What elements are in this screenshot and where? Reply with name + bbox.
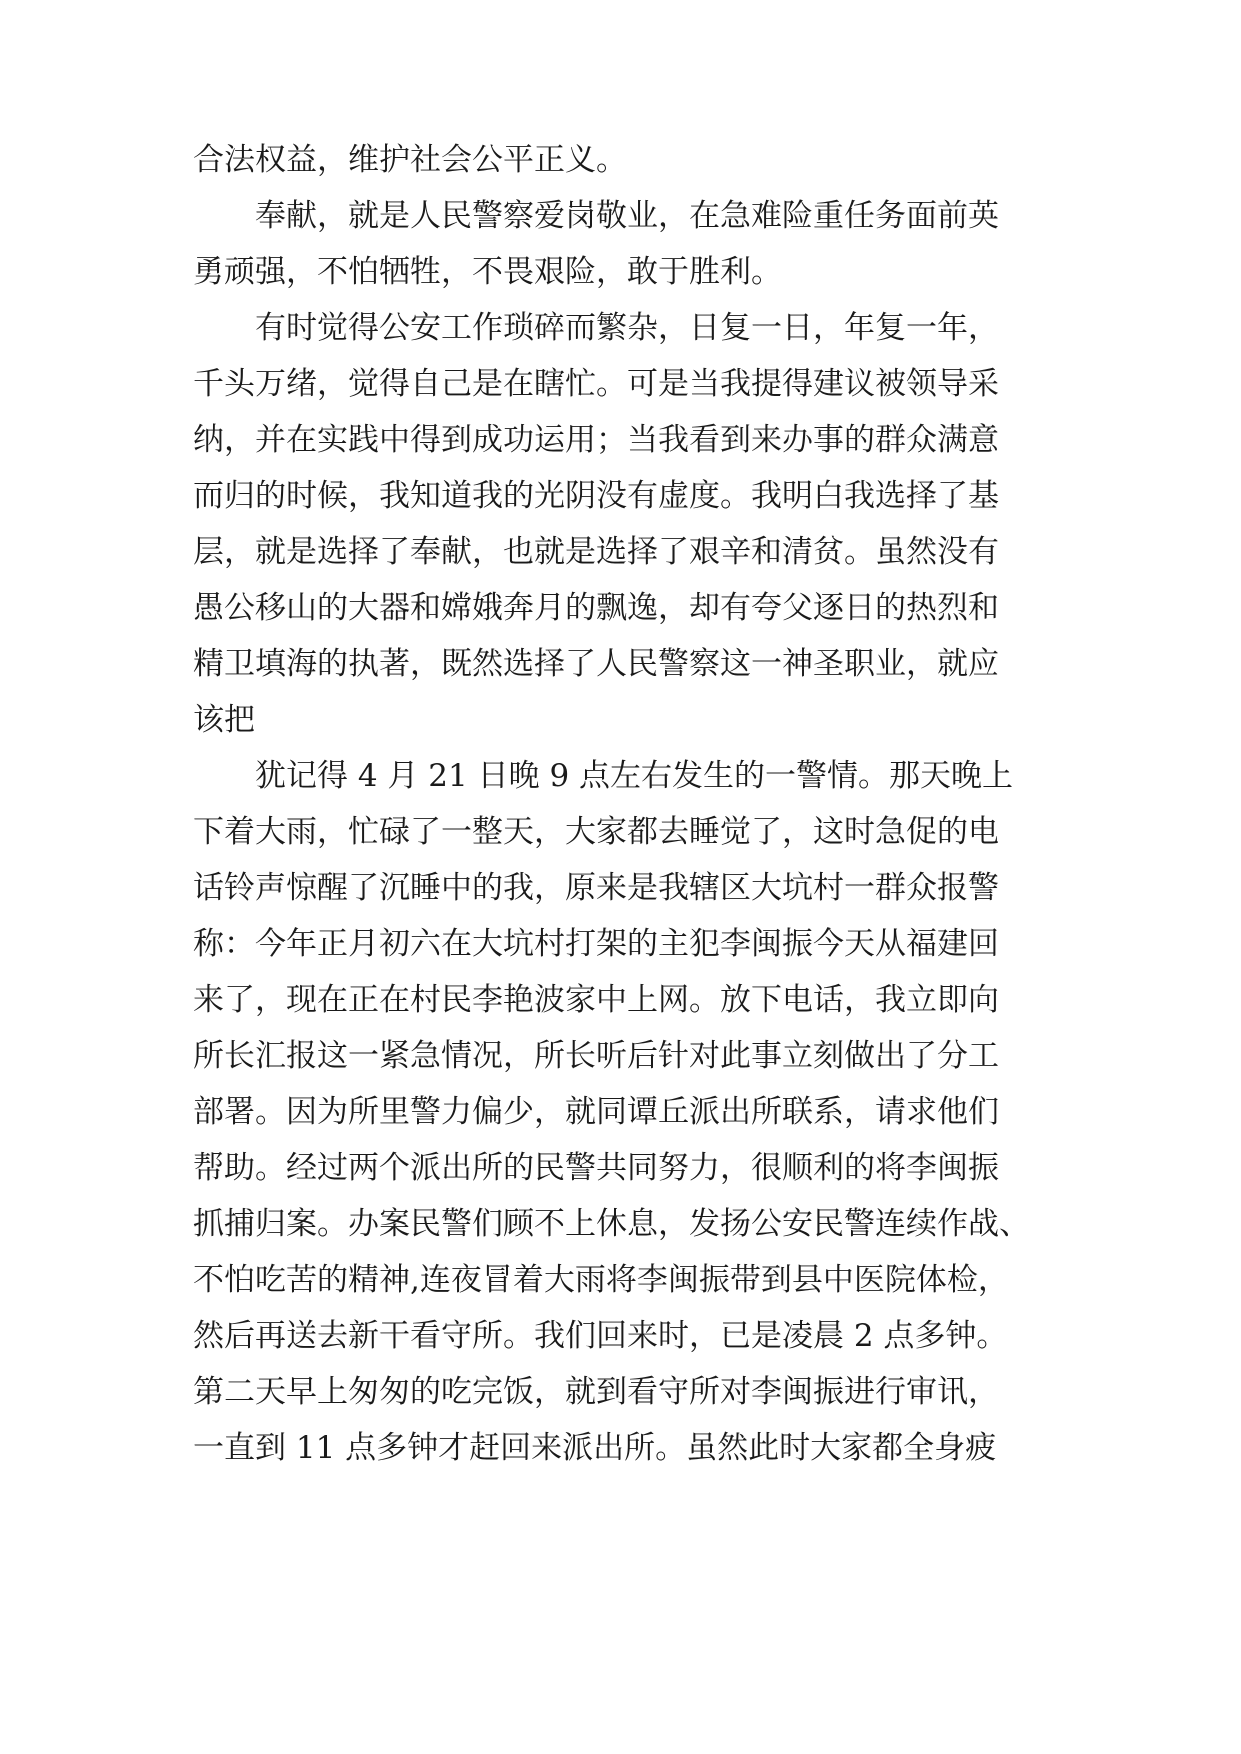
text-line: 然后再送去新干看守所。我们回来时，已是凌晨 2 点多钟。 — [193, 1318, 1008, 1354]
text-line: 有时觉得公安工作琐碎而繁杂，日复一日，年复一年， — [193, 310, 999, 346]
text-line: 话铃声惊醒了沉睡中的我，原来是我辖区大坑村一群众报警 — [193, 870, 999, 906]
text-line: 该把 — [193, 702, 255, 738]
text-line: 来了，现在正在村民李艳波家中上网。放下电话，我立即向 — [193, 982, 999, 1018]
text-line: 部署。因为所里警力偏少，就同谭丘派出所联系，请求他们 — [193, 1094, 999, 1130]
text-line: 称：今年正月初六在大坑村打架的主犯李闽振今天从福建回 — [193, 926, 999, 962]
text-line: 纳，并在实践中得到成功运用；当我看到来办事的群众满意 — [193, 422, 999, 458]
text-line: 帮助。经过两个派出所的民警共同努力，很顺利的将李闽振 — [193, 1150, 999, 1186]
text-line: 奉献，就是人民警察爱岗敬业，在急难险重任务面前英 — [193, 198, 999, 234]
text-line: 犹记得 4 月 21 日晚 9 点左右发生的一警情。那天晚上 — [193, 758, 1014, 794]
text-line: 勇顽强，不怕牺牲，不畏艰险，敢于胜利。 — [193, 254, 782, 290]
text-line: 一直到 11 点多钟才赶回来派出所。虽然此时大家都全身疲 — [193, 1430, 997, 1466]
text-line: 抓捕归案。办案民警们顾不上休息，发扬公安民警连续作战、 — [193, 1206, 1030, 1242]
text-line: 愚公移山的大器和嫦娥奔月的飘逸，却有夸父逐日的热烈和 — [193, 590, 999, 626]
text-line: 千头万绪，觉得自己是在瞎忙。可是当我提得建议被领导采 — [193, 366, 999, 402]
text-line: 所长汇报这一紧急情况，所长听后针对此事立刻做出了分工 — [193, 1038, 999, 1074]
text-line: 而归的时候，我知道我的光阴没有虚度。我明白我选择了基 — [193, 478, 999, 514]
text-line: 下着大雨，忙碌了一整天，大家都去睡觉了，这时急促的电 — [193, 814, 999, 850]
text-line: 合法权益，维护社会公平正义。 — [193, 142, 627, 178]
text-line: 精卫填海的执著，既然选择了人民警察这一神圣职业，就应 — [193, 646, 999, 682]
text-line: 不怕吃苦的精神,连夜冒着大雨将李闽振带到县中医院体检， — [193, 1262, 1009, 1298]
text-line: 层，就是选择了奉献，也就是选择了艰辛和清贫。虽然没有 — [193, 534, 999, 570]
text-line: 第二天早上匆匆的吃完饭，就到看守所对李闽振进行审讯， — [193, 1374, 999, 1410]
